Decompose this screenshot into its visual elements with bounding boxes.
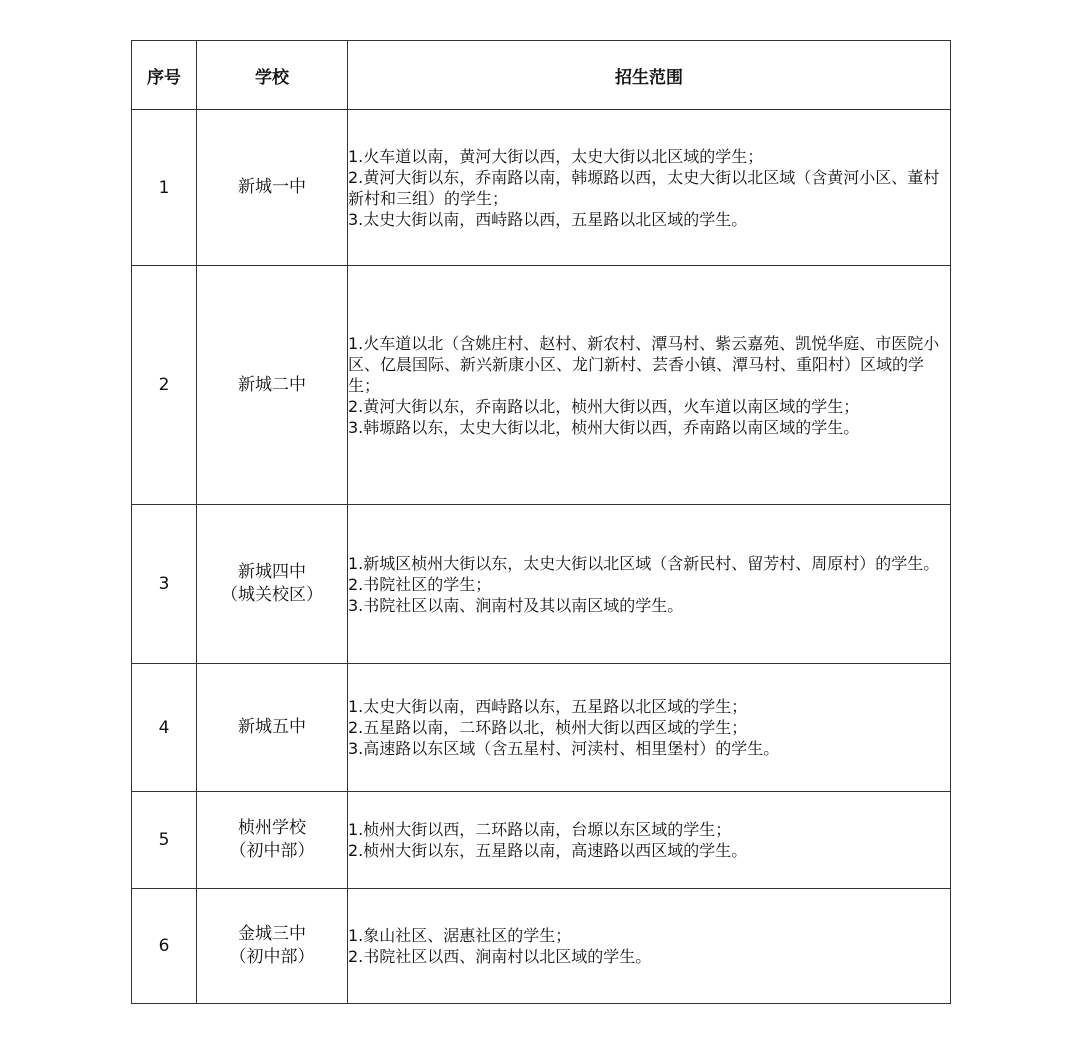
range-item: 2.书院社区的学生； bbox=[348, 574, 492, 594]
school-name-line: 新城五中 bbox=[238, 717, 306, 737]
row-number: 1 bbox=[132, 110, 197, 266]
row-number: 5 bbox=[132, 792, 197, 889]
admission-range-table bbox=[131, 40, 951, 1004]
row-number: 6 bbox=[132, 889, 197, 1004]
school-name bbox=[197, 266, 348, 505]
range-item: 1.火车道以南，黄河大街以西，太史大街以北区域的学生； bbox=[348, 146, 764, 166]
range-item: 3.韩塬路以东，太史大街以北，桢州大街以西，乔南路以南区域的学生。 bbox=[348, 417, 860, 437]
admission-range bbox=[348, 266, 951, 505]
school-division-line: （初中部） bbox=[229, 841, 315, 861]
admission-range bbox=[348, 664, 951, 792]
row-number: 2 bbox=[132, 266, 197, 505]
admission-range bbox=[348, 792, 951, 889]
range-item: 1.新城区桢州大街以东，太史大街以北区域（含新民村、留芳村、周原村）的学生。 bbox=[348, 553, 940, 573]
header-range: 招生范围 bbox=[348, 41, 951, 110]
range-item: 3.太史大街以南，西峙路以西，五星路以北区域的学生。 bbox=[348, 209, 748, 229]
range-item: 1.桢州大街以西，二环路以南，台塬以东区域的学生； bbox=[348, 820, 732, 839]
school-name-line: 桢州学校 bbox=[238, 818, 306, 838]
table-row bbox=[132, 664, 951, 792]
table-row bbox=[132, 505, 951, 664]
admission-range bbox=[348, 110, 951, 266]
school-name bbox=[197, 110, 348, 266]
school-name-line: 新城一中 bbox=[238, 177, 306, 197]
table-row bbox=[132, 110, 951, 266]
table-row bbox=[132, 889, 951, 1004]
header-no: 序号 bbox=[132, 41, 197, 110]
range-item: 2.桢州大街以东，五星路以南，高速路以西区域的学生。 bbox=[348, 841, 748, 860]
header-school: 学校 bbox=[197, 41, 348, 110]
range-item: 2.书院社区以西、涧南村以北区域的学生。 bbox=[348, 947, 652, 966]
row-number: 4 bbox=[132, 664, 197, 792]
range-item: 2.黄河大街以东，乔南路以北，桢州大街以西，火车道以南区域的学生； bbox=[348, 396, 860, 416]
range-item: 2.黄河大街以东，乔南路以南，韩塬路以西，太史大街以北区域（含黄河小区、董村新村和三组）的学生； bbox=[348, 167, 940, 208]
row-number: 3 bbox=[132, 505, 197, 664]
range-item: 1.火车道以北（含姚庄村、赵村、新农村、潭马村、紫云嘉苑、凯悦华庭、市医院小区、亿晨国际、新兴新康小区、龙门新村、芸香小镇、潭马村、重阳村）区域的学生； bbox=[348, 333, 940, 395]
admission-range bbox=[348, 889, 951, 1004]
school-name bbox=[197, 889, 348, 1004]
school-name-line: 新城四中 bbox=[238, 562, 306, 582]
school-name bbox=[197, 792, 348, 889]
range-item: 2.五星路以南，二环路以北，桢州大街以西区域的学生； bbox=[348, 718, 748, 737]
school-division-line: （初中部） bbox=[229, 947, 315, 967]
table-header-row bbox=[132, 41, 951, 110]
range-item: 1.太史大街以南，西峙路以东，五星路以北区域的学生； bbox=[348, 697, 748, 716]
school-name-line: 金城三中 bbox=[238, 924, 306, 944]
range-item: 1.象山社区、涺惠社区的学生； bbox=[348, 926, 572, 945]
range-item: 3.书院社区以南、涧南村及其以南区域的学生。 bbox=[348, 595, 684, 615]
admission-range bbox=[348, 505, 951, 664]
school-campus-line: （城关校区） bbox=[221, 585, 323, 605]
table-row bbox=[132, 266, 951, 505]
school-name bbox=[197, 505, 348, 664]
table-row bbox=[132, 792, 951, 889]
range-item: 3.高速路以东区域（含五星村、河渎村、相里堡村）的学生。 bbox=[348, 739, 780, 758]
school-name bbox=[197, 664, 348, 792]
school-name-line: 新城二中 bbox=[238, 374, 306, 395]
